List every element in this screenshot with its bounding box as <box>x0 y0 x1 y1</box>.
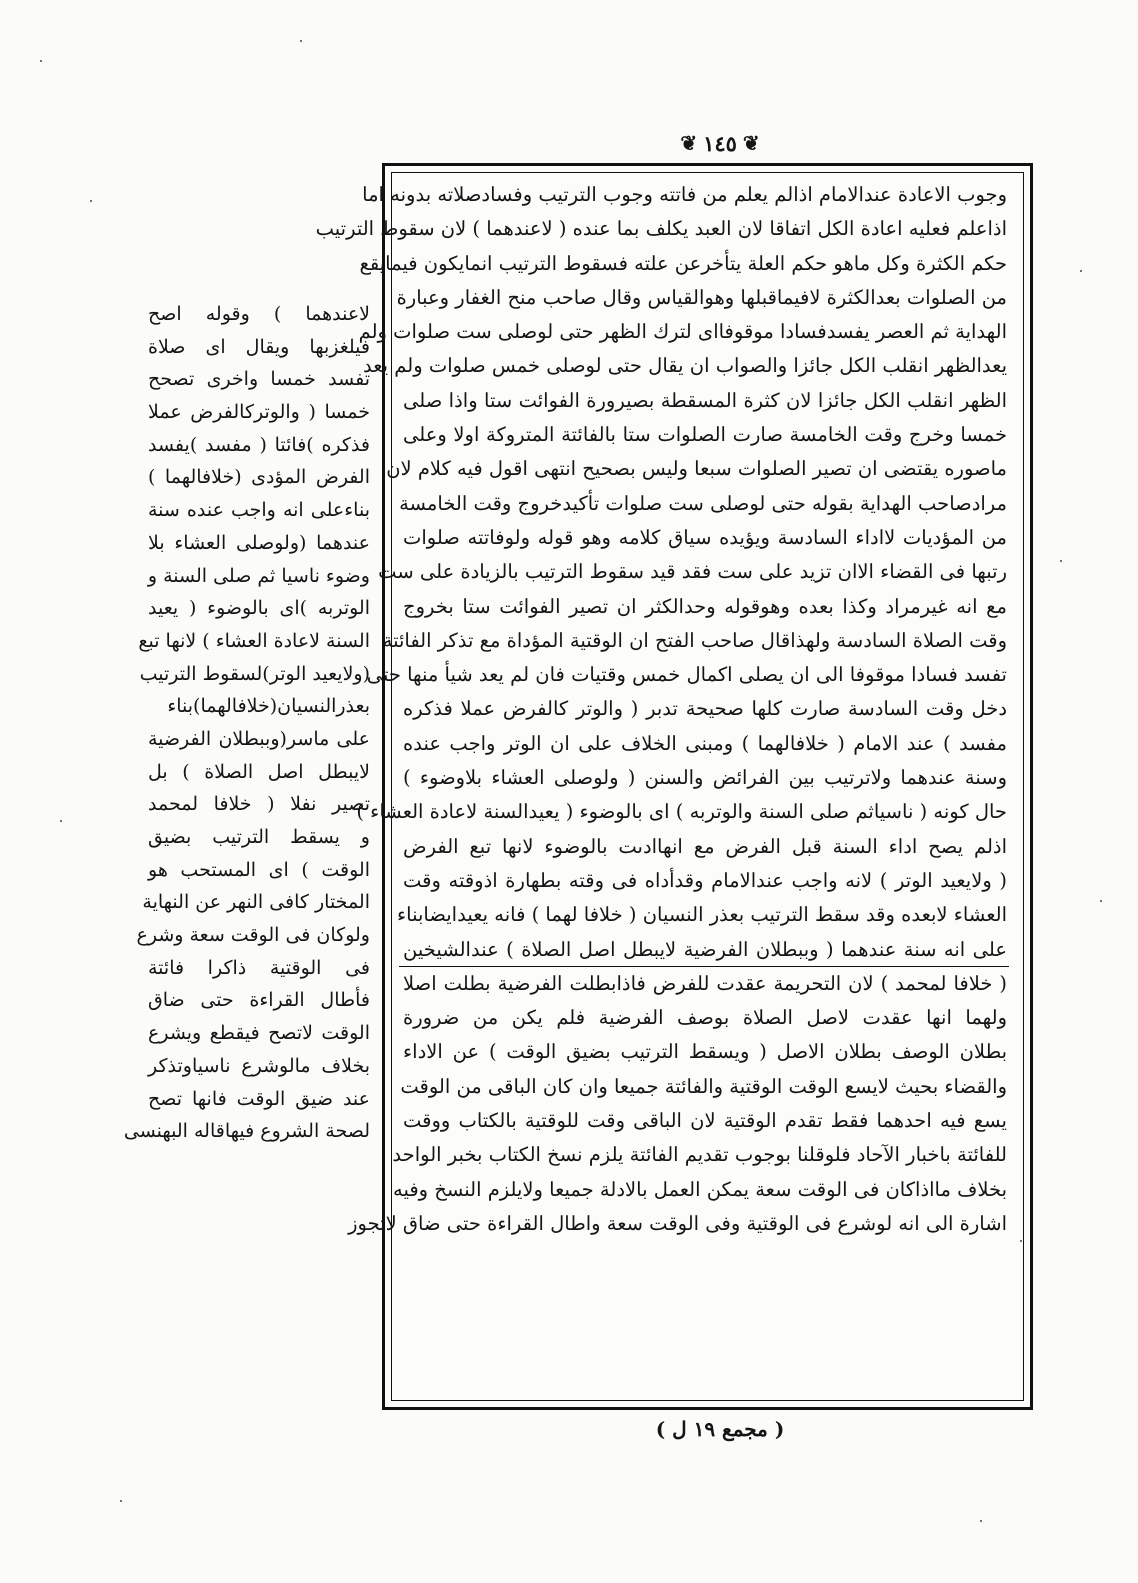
margin-text-line: فيلغزبها ويقال اى صلاة <box>148 335 370 358</box>
paper-speck <box>40 60 42 62</box>
main-text-line: مرادصاحب الهداية بقوله حتى لوصلى ست صلوات تأكيدخروج وقت الخامسة <box>399 491 1007 515</box>
main-text-line: والقضاء بحيث لايسع الوقت الوقتية والفائتة جميعا وان كان الباقى من الوقت <box>400 1074 1007 1098</box>
main-text-line: ماصوره يقتضى ان تصير الصلوات سبعا وليس بصحيح انتهى اقول فيه كلام لان <box>386 457 1007 481</box>
paper-speck <box>120 1500 122 1502</box>
margin-text-line: الوقت ) اى المستحب هو <box>148 858 370 881</box>
main-text-line: دخل وقت السادسة صارت كلها صحيحة تدبر ( والوتر كالفرض عملا فذكره <box>403 697 1007 721</box>
main-text-line: مفسد ) عند الامام ( خلافالهما ) ومبنى الخلاف على ان الوتر واجب عنده <box>403 731 1007 755</box>
main-text-line: خمسا وخرج وقت الخامسة صارت الصلوات ستا بالفائتة المتروكة اولا وعلى <box>403 423 1007 447</box>
main-text-line: يسع فيه احدهما فقط تقدم الوقتية لان الباقى وقت للوقتية بالكتاب ووقت <box>403 1109 1007 1133</box>
margin-commentary <box>123 298 370 1148</box>
main-text-line: ( خلافا لمحمد ) لان التحريمة عقدت للفرض فاذابطلت الفرضية بطلت اصلا <box>403 971 1007 995</box>
page-number-header <box>645 126 795 160</box>
main-text-line: ( ولايعيد الوتر ) لانه واجب عندالامام وقدأداه فى وقته بطهارة اذوقته وقت <box>403 868 1007 892</box>
main-text-line: على انه سنة عندهما ( وببطلان الفرضية لايبطل اصل الصلاة ) عندالشيخين <box>403 937 1007 961</box>
margin-text-line: الوتربه )اى بالوضوء ( يعيد <box>148 597 370 620</box>
paper-speck <box>980 1520 982 1522</box>
main-text-line: العشاء لابعده وقد سقط الترتيب بعذر النسيان ( خلافا لهما ) فانه يعيدايضابناء <box>396 903 1007 927</box>
margin-text-line: لصحة الشروع فيهاقاله البهنسى <box>123 1120 370 1143</box>
main-text-line: للفائتة باخبار الآحاد فلوقلنا بوجوب تقديم الفائتة يلزم نسخ الكتاب بخبر الواحد <box>392 1143 1007 1167</box>
main-text-line: وقت الصلاة السادسة ولهذاقال صاحب الفتح ان الوقتية المؤداة مع تذكر الفائتة <box>382 628 1007 652</box>
main-text-line: الهداية ثم العصر يفسدفسادا موقوفااى لترك الظهر حتى لوصلى ست صلوات ولم <box>358 320 1007 344</box>
margin-text-line: على ماسر(وببطلان الفرضية <box>148 727 370 750</box>
main-text-line: وسنة عندهما ولاترتيب بين الفرائض والسنن ( ولوصلى العشاء بلاوضوء ) <box>403 766 1007 790</box>
main-text-block <box>315 178 1007 1241</box>
main-text-line: يعدالظهر انقلب الكل جائزا والصواب ان يقال حتى لوصلى خمس صلوات ولم يعد <box>363 354 1007 378</box>
main-text-line: وجوب الاعادة عندالامام اذالم يعلم من فاتته وجوب الترتيب وفسادصلاته بدونه اما <box>362 183 1007 206</box>
margin-text-line: بخلاف مالوشرع ناسياوتذكر <box>148 1054 370 1077</box>
page-number: ١٤٥ <box>703 130 737 156</box>
main-text-line: حكم الكثرة وكل ماهو حكم العلة يتأخرعن علته فسقوط الترتيب انمايكون فيمايقع <box>359 251 1007 275</box>
paper-speck <box>1100 900 1102 902</box>
margin-text-line: تصير نفلا ( خلافا لمحمد <box>148 793 370 816</box>
margin-text-line: فذكره )فائتا ( مفسد )يفسد <box>148 433 370 456</box>
main-text-line: بخلاف مااذاكان فى الوقت سعة يمكن العمل بالادلة جميعا ولايلزم النسخ وفيه <box>393 1177 1007 1201</box>
margin-text-line: الوقت لاتصح فيقطع ويشرع <box>148 1022 370 1045</box>
main-text-line: بطلان الوصف بطلان الاصل ( ويسقط الترتيب بضيق الوقت ) عن الاداء <box>403 1040 1007 1064</box>
margin-text-line: لايبطل اصل الصلاة ) بل <box>148 760 370 783</box>
main-text-frame <box>315 163 1033 1410</box>
ornament-left-icon: ❦ <box>680 131 698 155</box>
paper-speck <box>300 40 302 42</box>
margin-text-line: ولوكان فى الوقت سعة وشرع <box>136 924 370 947</box>
main-text-line: اذلم يصح اداء السنة قبل الفرض مع انهاادىت بالوضوء لانها تبع الفرض <box>403 834 1007 858</box>
main-text-line: رتبها فى القضاء الاان تزيد على ست فقد قيد سقوط الترتيب بالزيادة على ست <box>378 560 1007 584</box>
margin-text-line: لاعندهما ) وقوله اصح <box>148 303 370 325</box>
margin-text-line: فى الوقتية ذاكرا فائتة <box>148 956 370 979</box>
main-text-line: اذاعلم فعليه اعادة الكل اتفاقا لان العبد يكلف بما عنده ( لاعندهما ) لان سقوط الترتيب <box>315 217 1007 241</box>
main-text-line: ولهما انها عقدت لاصل الصلاة بوصف الفرضية فلم يكن من ضرورة <box>403 1006 1007 1030</box>
ornament-right-icon: ❦ <box>742 131 760 155</box>
margin-text-line: فأطال القراءة حتى ضاق <box>148 989 370 1012</box>
margin-text-line: (ولايعيد الوتر)لسقوط الترتيب <box>139 662 370 685</box>
main-text-line: من المؤديات لااداء السادسة ويؤيده سياق كلامه وهو قوله ولوفاتته صلوات <box>403 525 1007 549</box>
margin-text-line: عندهما (ولوصلى العشاء بلا <box>148 531 370 554</box>
paper-speck <box>1060 560 1062 562</box>
main-text-line: مع انه غيرمراد وكذا بعده وهوقوله وحدالكثر ان تصير الفوائت ستا بخروج <box>403 594 1007 618</box>
margin-text-line: الفرض المؤدى (خلافالهما ) <box>148 466 370 489</box>
paper-speck <box>1020 1240 1022 1242</box>
section-divider <box>399 966 1009 967</box>
margin-text-line: المختار كافى النهر عن النهاية <box>142 891 370 914</box>
paper-speck <box>90 200 92 202</box>
margin-text-line: خمسا ( والوتركالفرض عملا <box>148 401 370 424</box>
margin-text-line: بعذرالنسيان(خلافالهما)بناء <box>167 695 370 718</box>
paper-speck <box>1080 270 1082 272</box>
paper-speck <box>60 820 62 822</box>
main-text-line: من الصلوات بعدالكثرة لافيماقبلها وهوالقياس وقال صاحب منح الغفار وعبارة <box>396 285 1007 309</box>
margin-text-line: تفسد خمسا واخرى تصحح <box>148 368 370 391</box>
main-text-line: حال كونه ( ناسياثم صلى السنة والوتربه ) اى بالوضوء ( يعيدالسنة لاعادة العشاء ) <box>356 800 1007 824</box>
margin-text-line: عند ضيق الوقت فانها تصح <box>148 1087 370 1110</box>
margin-text-line: بناءعلى انه واجب عنده سنة <box>148 499 370 522</box>
margin-text-line: و يسقط الترتيب بضيق <box>148 826 370 848</box>
main-text-line: اشارة الى انه لوشرع فى الوقتية وفى الوقت سعة واطال القراءة حتى ضاق لاتجوز <box>348 1211 1007 1235</box>
margin-text-line: السنة لاعادة العشاء ) لانها تبع <box>138 629 370 652</box>
margin-text-line: وضوء ناسيا ثم صلى السنة و <box>147 564 370 587</box>
main-text-line: الظهر انقلب الكل جائزا لان كثرة المسقطة بصيرورة الفوائت ستا واذا صلى <box>403 388 1007 412</box>
printer-signature: ( مجمع ١٩ ل ) <box>655 1417 785 1441</box>
main-text-line: تفسد فسادا موقوفا الى ان يصلى اكمال خمس وقتيات فان لم يعد شيأ منها حتى <box>366 663 1007 687</box>
